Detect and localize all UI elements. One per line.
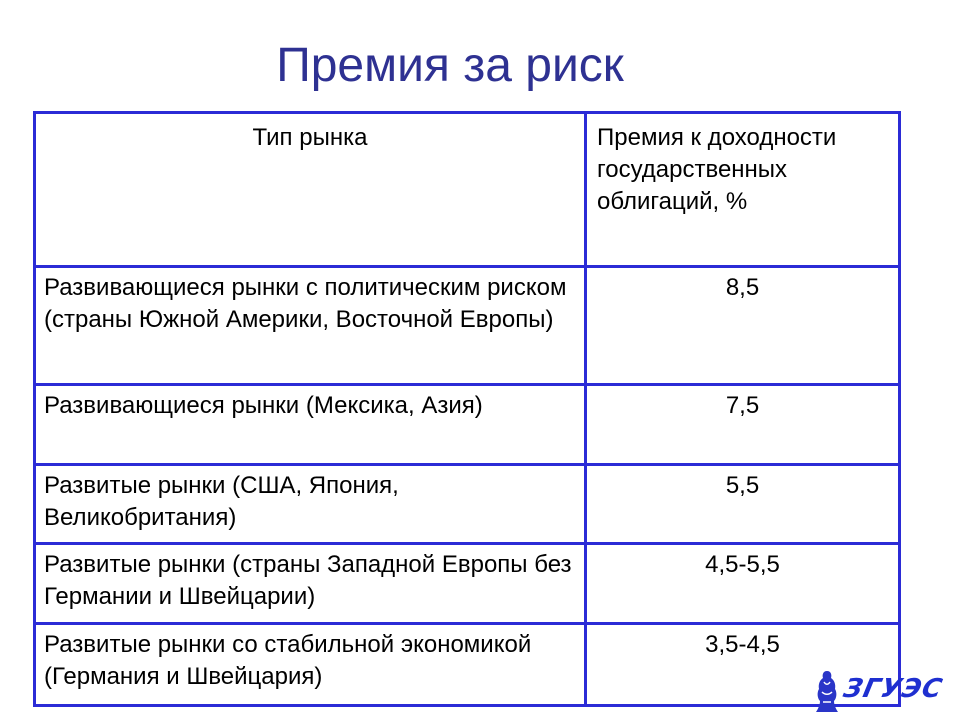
table-header-row [35, 113, 900, 267]
table-row [35, 624, 900, 706]
logo-text: ЗГУЭС [840, 674, 946, 704]
market-type-cell: Развитые рынки (страны Западной Европы без Германии и Швейцарии) [35, 544, 586, 624]
logo-figure-icon [812, 668, 842, 714]
header-premium: Премия к доходности государственных облигаций, % [586, 113, 900, 267]
market-type-cell: Развитые рынки (США, Япония, Великобритания) [35, 465, 586, 544]
slide-title: Премия за риск [276, 39, 624, 92]
table-row [35, 385, 900, 465]
premium-value-cell: 3,5-4,5 [586, 624, 900, 706]
market-type-cell: Развивающиеся рынки с политическим риском (страны Южной Америки, Восточной Европы) [35, 267, 586, 385]
table-row [35, 465, 900, 544]
premium-value-cell: 5,5 [586, 465, 900, 544]
market-type-cell: Развивающиеся рынки (Мексика, Азия) [35, 385, 586, 465]
premium-value-cell: 8,5 [586, 267, 900, 385]
risk-premium-table [33, 111, 901, 707]
market-type-cell: Развитые рынки со стабильной экономикой (Германия и Швейцария) [35, 624, 586, 706]
premium-value-cell: 4,5-5,5 [586, 544, 900, 624]
university-logo [812, 668, 946, 714]
premium-value-cell: 7,5 [586, 385, 900, 465]
table-row [35, 544, 900, 624]
table-row [35, 267, 900, 385]
header-market-type: Тип рынка [35, 113, 586, 267]
